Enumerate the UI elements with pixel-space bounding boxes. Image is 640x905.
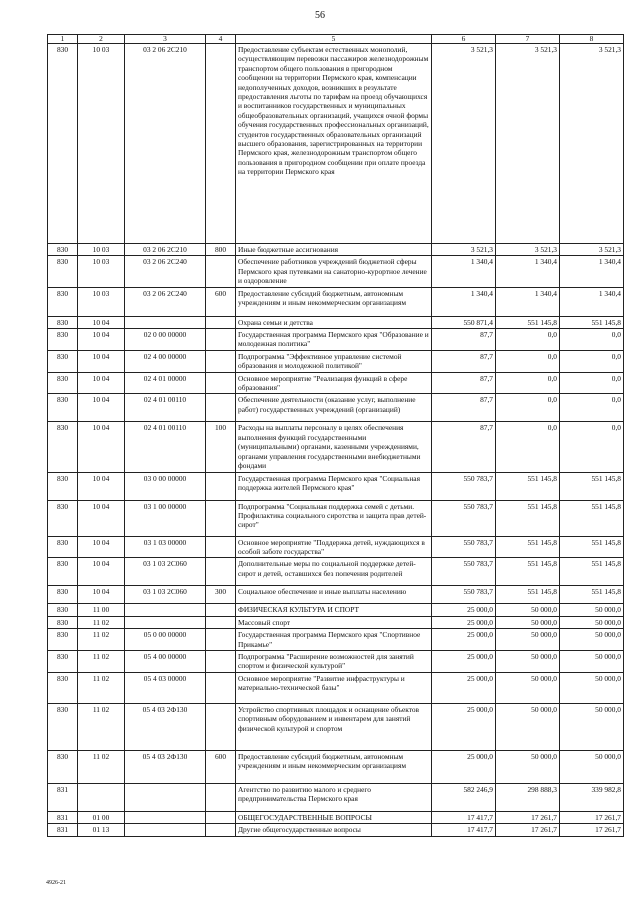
column-header: 6 <box>432 35 496 44</box>
description-cell: Другие общегосударственные вопросы <box>236 824 432 836</box>
description-cell: Предоставление субсидий бюджетным, автономным учреждениям и иным некоммерческим организациям <box>236 750 432 783</box>
amount-year3-cell: 551 145,8 <box>560 472 624 500</box>
amount-year3-cell: 50 000,0 <box>560 650 624 672</box>
target-article-cell: 03 0 00 00000 <box>125 472 206 500</box>
table-row <box>48 811 624 823</box>
description-cell: Основное мероприятие "Развитие инфраструктуры и материально-технической базы" <box>236 672 432 703</box>
table-row <box>48 824 624 836</box>
budget-table <box>47 34 624 837</box>
section-code-cell: 10 03 <box>78 44 125 244</box>
section-code-cell: 10 04 <box>78 536 125 558</box>
amount-year3-cell: 339 982,8 <box>560 783 624 811</box>
section-code-cell: 10 03 <box>78 256 125 287</box>
admin-code-cell: 830 <box>48 394 78 422</box>
amount-year2-cell: 1 340,4 <box>496 287 560 316</box>
table-row <box>48 500 624 536</box>
description-cell: Массовый спорт <box>236 616 432 628</box>
amount-year1-cell: 25 000,0 <box>432 750 496 783</box>
target-article-cell: 05 4 00 00000 <box>125 650 206 672</box>
table-row <box>48 422 624 472</box>
description-cell: Подпрограмма "Расширение возможностей для занятий спортом и физической культурой" <box>236 650 432 672</box>
amount-year2-cell: 298 888,3 <box>496 783 560 811</box>
expense-type-cell <box>206 783 236 811</box>
section-code-cell: 11 02 <box>78 672 125 703</box>
table-row <box>48 316 624 328</box>
expense-type-cell <box>206 558 236 586</box>
table-row <box>48 256 624 287</box>
admin-code-cell: 830 <box>48 672 78 703</box>
description-cell: Иные бюджетные ассигнования <box>236 244 432 256</box>
table-header-row <box>48 35 624 44</box>
amount-year2-cell: 50 000,0 <box>496 604 560 616</box>
admin-code-cell: 830 <box>48 287 78 316</box>
description-cell: Предоставление субъектам естественных монополий, осуществляющим перевозки пассажиров железнодорожным транспортом общего пользования в пригородном сообщении на территории Пермского края, компенсации недополученных доходов, возникших в результате предоставления льготы по тарифам на проезд обучающихся и воспитанников государственных и муниципальных общеобразовательных организаций, учащихся очной формы обучения государственных профессиональных организаций, студентов государственных образовательных организаций высшего образования, зарегистрированных на территории Пермского края, железнодорожным транспортом общего пользования в пригородном сообщении при оплате проезда на территории Пермского края <box>236 44 432 244</box>
target-article-cell: 03 2 06 2C210 <box>125 244 206 256</box>
amount-year1-cell: 87,7 <box>432 350 496 372</box>
table-row <box>48 629 624 651</box>
description-cell: Государственная программа Пермского края "Образование и молодежная политика" <box>236 329 432 351</box>
column-header: 7 <box>496 35 560 44</box>
description-cell: Подпрограмма "Социальная поддержка семей с детьми. Профилактика социального сиротства и защита прав детей-сирот" <box>236 500 432 536</box>
section-code-cell: 10 04 <box>78 422 125 472</box>
target-article-cell <box>125 783 206 811</box>
section-code-cell: 11 02 <box>78 703 125 750</box>
amount-year3-cell: 17 261,7 <box>560 824 624 836</box>
target-article-cell: 03 1 00 00000 <box>125 500 206 536</box>
section-code-cell: 10 04 <box>78 586 125 604</box>
column-header: 1 <box>48 35 78 44</box>
amount-year1-cell: 25 000,0 <box>432 604 496 616</box>
amount-year1-cell: 3 521,3 <box>432 44 496 244</box>
expense-type-cell <box>206 650 236 672</box>
table-row <box>48 616 624 628</box>
column-header: 8 <box>560 35 624 44</box>
amount-year2-cell: 0,0 <box>496 329 560 351</box>
description-cell: Охрана семьи и детства <box>236 316 432 328</box>
section-code-cell: 11 02 <box>78 616 125 628</box>
admin-code-cell: 830 <box>48 703 78 750</box>
amount-year3-cell: 3 521,3 <box>560 244 624 256</box>
expense-type-cell <box>206 703 236 750</box>
section-code-cell: 10 04 <box>78 329 125 351</box>
amount-year1-cell: 25 000,0 <box>432 672 496 703</box>
amount-year2-cell: 50 000,0 <box>496 616 560 628</box>
amount-year3-cell: 0,0 <box>560 394 624 422</box>
amount-year3-cell: 551 145,8 <box>560 500 624 536</box>
table-row <box>48 244 624 256</box>
table-row <box>48 350 624 372</box>
expense-type-cell <box>206 316 236 328</box>
amount-year3-cell: 50 000,0 <box>560 616 624 628</box>
section-code-cell: 11 02 <box>78 650 125 672</box>
expense-type-cell <box>206 604 236 616</box>
table-row <box>48 604 624 616</box>
target-article-cell: 03 2 06 2C210 <box>125 44 206 244</box>
expense-type-cell: 800 <box>206 244 236 256</box>
expense-type-cell: 600 <box>206 750 236 783</box>
admin-code-cell: 830 <box>48 316 78 328</box>
expense-type-cell <box>206 824 236 836</box>
amount-year1-cell: 25 000,0 <box>432 616 496 628</box>
description-cell: Расходы на выплаты персоналу в целях обеспечения выполнения функций государственными (муниципальными) органами, казенными учреждениями, органами управления государственными внебюджетными фондами <box>236 422 432 472</box>
admin-code-cell: 830 <box>48 650 78 672</box>
column-header: 5 <box>236 35 432 44</box>
section-code-cell: 10 04 <box>78 500 125 536</box>
admin-code-cell: 831 <box>48 811 78 823</box>
admin-code-cell: 830 <box>48 629 78 651</box>
target-article-cell: 02 4 00 00000 <box>125 350 206 372</box>
amount-year2-cell: 0,0 <box>496 372 560 394</box>
amount-year2-cell: 0,0 <box>496 350 560 372</box>
amount-year1-cell: 17 417,7 <box>432 824 496 836</box>
amount-year1-cell: 582 246,9 <box>432 783 496 811</box>
admin-code-cell: 830 <box>48 372 78 394</box>
amount-year1-cell: 550 783,7 <box>432 536 496 558</box>
table-row <box>48 329 624 351</box>
expense-type-cell <box>206 44 236 244</box>
amount-year2-cell: 551 145,8 <box>496 500 560 536</box>
admin-code-cell: 830 <box>48 536 78 558</box>
amount-year1-cell: 550 783,7 <box>432 558 496 586</box>
column-header: 2 <box>78 35 125 44</box>
description-cell: Дополнительные меры по социальной поддержке детей-сирот и детей, оставшихся без попечения родителей <box>236 558 432 586</box>
section-code-cell <box>78 783 125 811</box>
amount-year2-cell: 551 145,8 <box>496 586 560 604</box>
table-row <box>48 287 624 316</box>
target-article-cell: 03 2 06 2C240 <box>125 256 206 287</box>
amount-year2-cell: 50 000,0 <box>496 703 560 750</box>
amount-year3-cell: 1 340,4 <box>560 256 624 287</box>
description-cell: Предоставление субсидий бюджетным, автономным учреждениям и иным некоммерческим организациям <box>236 287 432 316</box>
amount-year2-cell: 0,0 <box>496 422 560 472</box>
target-article-cell: 02 0 00 00000 <box>125 329 206 351</box>
expense-type-cell <box>206 394 236 422</box>
amount-year2-cell: 50 000,0 <box>496 672 560 703</box>
description-cell: Социальное обеспечение и иные выплаты населению <box>236 586 432 604</box>
amount-year2-cell: 0,0 <box>496 394 560 422</box>
section-code-cell: 10 04 <box>78 394 125 422</box>
section-code-cell: 10 04 <box>78 316 125 328</box>
section-code-cell: 10 04 <box>78 350 125 372</box>
table-row <box>48 703 624 750</box>
description-cell: Государственная программа Пермского края "Социальная поддержка жителей Пермского края" <box>236 472 432 500</box>
amount-year2-cell: 50 000,0 <box>496 629 560 651</box>
target-article-cell: 03 1 03 00000 <box>125 536 206 558</box>
amount-year1-cell: 17 417,7 <box>432 811 496 823</box>
amount-year3-cell: 3 521,3 <box>560 44 624 244</box>
admin-code-cell: 831 <box>48 783 78 811</box>
section-code-cell: 10 04 <box>78 472 125 500</box>
admin-code-cell: 830 <box>48 558 78 586</box>
admin-code-cell: 830 <box>48 472 78 500</box>
table-row <box>48 750 624 783</box>
description-cell: Агентство по развитию малого и среднего предпринимательства Пермского края <box>236 783 432 811</box>
table-row <box>48 472 624 500</box>
section-code-cell: 10 04 <box>78 558 125 586</box>
amount-year2-cell: 50 000,0 <box>496 750 560 783</box>
description-cell: ФИЗИЧЕСКАЯ КУЛЬТУРА И СПОРТ <box>236 604 432 616</box>
table-row <box>48 44 624 244</box>
amount-year3-cell: 0,0 <box>560 372 624 394</box>
expense-type-cell <box>206 672 236 703</box>
section-code-cell: 01 13 <box>78 824 125 836</box>
expense-type-cell <box>206 372 236 394</box>
amount-year2-cell: 17 261,7 <box>496 811 560 823</box>
amount-year3-cell: 0,0 <box>560 350 624 372</box>
amount-year3-cell: 1 340,4 <box>560 287 624 316</box>
expense-type-cell <box>206 500 236 536</box>
description-cell: ОБЩЕГОСУДАРСТВЕННЫЕ ВОПРОСЫ <box>236 811 432 823</box>
amount-year2-cell: 551 145,8 <box>496 558 560 586</box>
admin-code-cell: 831 <box>48 824 78 836</box>
target-article-cell: 05 4 03 2Ф130 <box>125 750 206 783</box>
target-article-cell <box>125 316 206 328</box>
amount-year3-cell: 50 000,0 <box>560 629 624 651</box>
admin-code-cell: 830 <box>48 604 78 616</box>
target-article-cell <box>125 824 206 836</box>
table-row <box>48 783 624 811</box>
amount-year1-cell: 87,7 <box>432 394 496 422</box>
section-code-cell: 11 00 <box>78 604 125 616</box>
amount-year2-cell: 3 521,3 <box>496 44 560 244</box>
description-cell: Подпрограмма "Эффективное управление системой образования и молодежной политикой" <box>236 350 432 372</box>
admin-code-cell: 830 <box>48 500 78 536</box>
amount-year2-cell: 17 261,7 <box>496 824 560 836</box>
table-row <box>48 536 624 558</box>
amount-year3-cell: 17 261,7 <box>560 811 624 823</box>
table-body <box>48 44 624 837</box>
admin-code-cell: 830 <box>48 44 78 244</box>
table-row <box>48 372 624 394</box>
admin-code-cell: 830 <box>48 586 78 604</box>
expense-type-cell <box>206 811 236 823</box>
target-article-cell: 03 2 06 2C240 <box>125 287 206 316</box>
target-article-cell <box>125 616 206 628</box>
table-row <box>48 650 624 672</box>
expense-type-cell <box>206 629 236 651</box>
section-code-cell: 10 04 <box>78 372 125 394</box>
target-article-cell: 03 1 03 2C060 <box>125 586 206 604</box>
target-article-cell: 02 4 01 00110 <box>125 422 206 472</box>
expense-type-cell <box>206 329 236 351</box>
target-article-cell: 05 4 03 00000 <box>125 672 206 703</box>
footer-code: 4926-21 <box>46 880 66 886</box>
column-header: 3 <box>125 35 206 44</box>
amount-year1-cell: 87,7 <box>432 422 496 472</box>
section-code-cell: 10 03 <box>78 244 125 256</box>
amount-year1-cell: 25 000,0 <box>432 629 496 651</box>
description-cell: Государственная программа Пермского края "Спортивное Прикамье" <box>236 629 432 651</box>
target-article-cell: 02 4 01 00000 <box>125 372 206 394</box>
target-article-cell <box>125 811 206 823</box>
admin-code-cell: 830 <box>48 350 78 372</box>
section-code-cell: 11 02 <box>78 750 125 783</box>
admin-code-cell: 830 <box>48 616 78 628</box>
description-cell: Обеспечение деятельности (оказание услуг, выполнение работ) государственных учреждений (организаций) <box>236 394 432 422</box>
amount-year3-cell: 0,0 <box>560 422 624 472</box>
expense-type-cell: 100 <box>206 422 236 472</box>
admin-code-cell: 830 <box>48 244 78 256</box>
amount-year2-cell: 50 000,0 <box>496 650 560 672</box>
admin-code-cell: 830 <box>48 256 78 287</box>
amount-year3-cell: 551 145,8 <box>560 536 624 558</box>
amount-year1-cell: 1 340,4 <box>432 256 496 287</box>
description-cell: Основное мероприятие "Реализация функций в сфере образования" <box>236 372 432 394</box>
amount-year3-cell: 50 000,0 <box>560 750 624 783</box>
expense-type-cell: 300 <box>206 586 236 604</box>
expense-type-cell <box>206 350 236 372</box>
amount-year1-cell: 1 340,4 <box>432 287 496 316</box>
expense-type-cell <box>206 472 236 500</box>
amount-year3-cell: 50 000,0 <box>560 672 624 703</box>
amount-year3-cell: 0,0 <box>560 329 624 351</box>
amount-year1-cell: 550 783,7 <box>432 500 496 536</box>
expense-type-cell <box>206 256 236 287</box>
target-article-cell: 05 0 00 00000 <box>125 629 206 651</box>
target-article-cell: 05 4 03 2Ф130 <box>125 703 206 750</box>
admin-code-cell: 830 <box>48 750 78 783</box>
amount-year2-cell: 3 521,3 <box>496 244 560 256</box>
description-cell: Основное мероприятие "Поддержка детей, нуждающихся в особой заботе государства" <box>236 536 432 558</box>
amount-year2-cell: 1 340,4 <box>496 256 560 287</box>
expense-type-cell <box>206 536 236 558</box>
section-code-cell: 01 00 <box>78 811 125 823</box>
section-code-cell: 10 03 <box>78 287 125 316</box>
target-article-cell: 02 4 01 00110 <box>125 394 206 422</box>
admin-code-cell: 830 <box>48 422 78 472</box>
admin-code-cell: 830 <box>48 329 78 351</box>
description-cell: Обеспечение работников учреждений бюджетной сферы Пермского края путевками на санаторно-курортное лечение и оздоровление <box>236 256 432 287</box>
table-row <box>48 394 624 422</box>
amount-year2-cell: 551 145,8 <box>496 472 560 500</box>
amount-year1-cell: 87,7 <box>432 372 496 394</box>
amount-year1-cell: 25 000,0 <box>432 703 496 750</box>
section-code-cell: 11 02 <box>78 629 125 651</box>
amount-year2-cell: 551 145,8 <box>496 536 560 558</box>
amount-year3-cell: 551 145,8 <box>560 316 624 328</box>
amount-year1-cell: 550 783,7 <box>432 586 496 604</box>
table-row <box>48 558 624 586</box>
amount-year1-cell: 87,7 <box>432 329 496 351</box>
amount-year3-cell: 551 145,8 <box>560 558 624 586</box>
target-article-cell <box>125 604 206 616</box>
amount-year3-cell: 551 145,8 <box>560 586 624 604</box>
description-cell: Устройство спортивных площадок и оснащение объектов спортивным оборудованием и инвентарем для занятий физической культурой и спортом <box>236 703 432 750</box>
expense-type-cell: 600 <box>206 287 236 316</box>
amount-year3-cell: 50 000,0 <box>560 703 624 750</box>
amount-year2-cell: 551 145,8 <box>496 316 560 328</box>
table-row <box>48 586 624 604</box>
amount-year1-cell: 550 783,7 <box>432 472 496 500</box>
amount-year1-cell: 3 521,3 <box>432 244 496 256</box>
table-row <box>48 672 624 703</box>
expense-type-cell <box>206 616 236 628</box>
target-article-cell: 03 1 03 2C060 <box>125 558 206 586</box>
column-header: 4 <box>206 35 236 44</box>
amount-year1-cell: 25 000,0 <box>432 650 496 672</box>
page-number: 56 <box>315 10 325 21</box>
amount-year1-cell: 550 871,4 <box>432 316 496 328</box>
amount-year3-cell: 50 000,0 <box>560 604 624 616</box>
